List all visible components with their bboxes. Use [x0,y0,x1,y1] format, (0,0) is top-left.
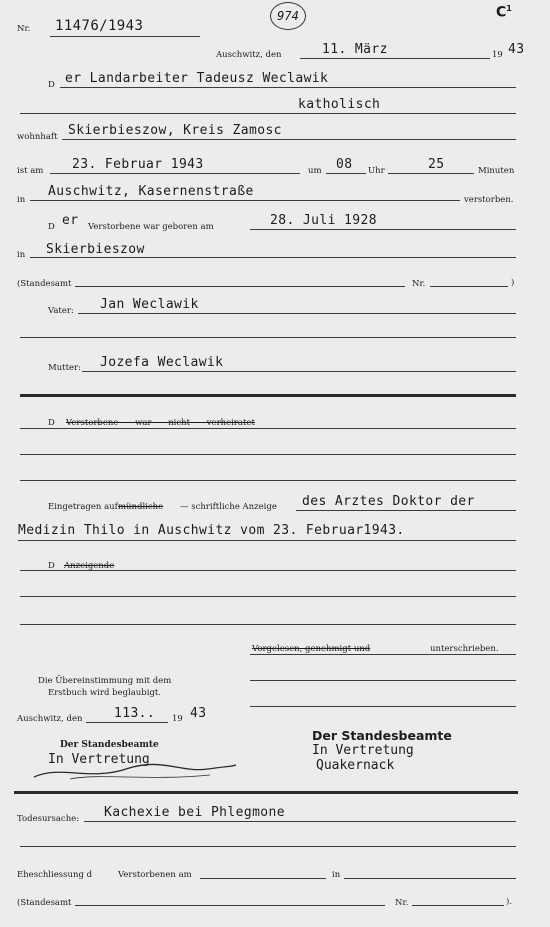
residence: Skierbieszow, Kreis Zamosc [68,123,282,138]
marital-line-3 [20,480,516,481]
anzeigende-d-prefix: D [48,561,55,571]
marriage-nr-label: Nr. [395,898,409,908]
birth-in-label: in [17,250,26,260]
birth-pronoun: er [62,213,79,228]
unterschrieben-label: unterschrieben. [430,644,499,654]
vater-line-2 [20,337,516,338]
vater-label: Vater: [48,306,74,316]
cause-of-death: Kachexie bei Phlegmone [104,805,285,820]
vater-line [78,313,516,314]
form-code-superscript: 1 [506,4,512,13]
marriage-close-paren: ). [506,897,513,907]
mutter-name: Jozefa Weclawik [100,355,224,370]
marriage-date-line [200,878,326,879]
beglaubigt-date: 113.. [114,706,156,721]
birth-standesamt-line [75,286,405,287]
right-official-name: Quakernack [316,758,395,773]
marriage-in-label: in [332,870,341,880]
marriage-place-line [344,878,516,879]
header-date: 11. März [322,42,388,57]
left-in-vertretung: In Vertretung [48,752,150,767]
anzeigende-line [20,570,516,571]
cause-label: Todesursache: [17,814,80,824]
religion: katholisch [298,97,381,112]
religion-line [20,113,516,114]
form-code [496,4,512,21]
birth-date-line [250,229,516,230]
marriage-label-b: Verstorbenen am [118,870,192,880]
birth-nr-line [430,286,508,287]
schriftliche-label: — schriftliche Anzeige [180,502,277,512]
marriage-nr-line [412,905,504,906]
death-hour-line [326,173,366,174]
vater-name: Jan Weclawik [100,297,199,312]
registration-rule-1 [296,510,516,511]
mutter-line [82,371,516,372]
header-place-label: Auschwitz, den [216,50,282,60]
death-minute-line [388,173,474,174]
beglaubigt-place-label: Auschwitz, den [17,714,83,724]
marital-d-prefix: D [48,418,55,428]
beglaubigt-date-line [86,722,168,723]
mutter-label: Mutter: [48,363,81,373]
residence-line [62,139,516,140]
eingetragen-label: Eingetragen auf [48,502,118,512]
cause-line-2 [20,846,516,847]
marital-line-2 [20,454,516,455]
death-ist-am-label: ist am [17,166,44,176]
uebereinstimmung-line-1: Die Übereinstimmung mit dem [38,676,172,686]
registration-rule-2 [18,540,516,541]
anzeigende-line-3 [20,624,516,625]
left-standesbeamte-title: Der Standesbeamte [60,740,159,750]
header-year-prefix: 19 [492,50,503,60]
vorgelesen-line [250,654,516,655]
registration-line-1: des Arztes Doktor der [302,494,475,509]
marriage-standesamt-line [75,905,385,906]
marriage-label-a: Eheschliessung d [17,870,93,880]
death-um-label: um [308,166,322,176]
residence-label: wohnhaft [17,132,58,142]
header-date-line [300,58,490,59]
death-place-line [30,200,460,201]
register-number-line [50,36,200,37]
anzeigende-label: Anzeigende [64,561,115,571]
stamp-number: 974 [277,9,299,23]
form-code-letter: C [496,4,507,21]
marriage-standesamt-label: (Standesamt [17,898,72,908]
section-divider [14,791,518,794]
death-minuten-label: Minuten [478,166,515,176]
name-d-prefix: D [48,80,55,90]
registration-line-2: Medizin Thilo in Auschwitz vom 23. Februar1943. [18,523,405,538]
death-place: Auschwitz, Kasernenstraße [48,184,254,199]
name-line [60,87,516,88]
header-year: 43 [508,42,525,57]
birth-nr-label: Nr. [412,279,426,289]
birth-standesamt-label: (Standesamt [17,279,72,289]
anzeigende-line-2 [20,596,516,597]
right-in-vertretung: In Vertretung [312,743,414,758]
register-number: 11476/1943 [55,18,144,34]
birth-date: 28. Juli 1928 [270,213,377,228]
death-date-line [50,173,300,174]
right-standesbeamte-title: Der Standesbeamte [312,728,452,743]
cause-line [84,821,516,822]
death-hour: 08 [336,157,353,172]
mutter-line-2 [20,394,516,397]
muendliche-label: mündliche [118,502,164,512]
birth-place: Skierbieszow [46,242,145,257]
nr-label: Nr. [17,24,31,34]
deceased-name: er Landarbeiter Tadeusz Weclawik [65,71,329,86]
beglaubigt-year-prefix: 19 [172,714,183,724]
beglaubigt-year: 43 [190,706,207,721]
birth-close-paren: ) [511,278,515,288]
marital-line [20,428,516,429]
stamp-circle [270,2,306,30]
birth-place-line [30,257,516,258]
left-signature-scrawl [30,755,240,785]
vorgelesen-label: Vorgelesen, genehmigt und [252,644,371,654]
death-verstorben-label: verstorben. [464,195,514,205]
birth-d-prefix: D [48,222,55,232]
death-date: 23. Februar 1943 [72,157,204,172]
vorgelesen-line-2 [250,680,516,681]
marital-text: Verstorbene war nicht verheiratet [66,418,255,428]
death-minute: 25 [428,157,445,172]
birth-text-label: Verstorbene war geboren am [88,222,214,232]
vorgelesen-line-3 [250,706,516,707]
death-uhr-label: Uhr [368,166,385,176]
death-in-label: in [17,195,26,205]
uebereinstimmung-line-2: Erstbuch wird beglaubigt. [48,688,161,698]
